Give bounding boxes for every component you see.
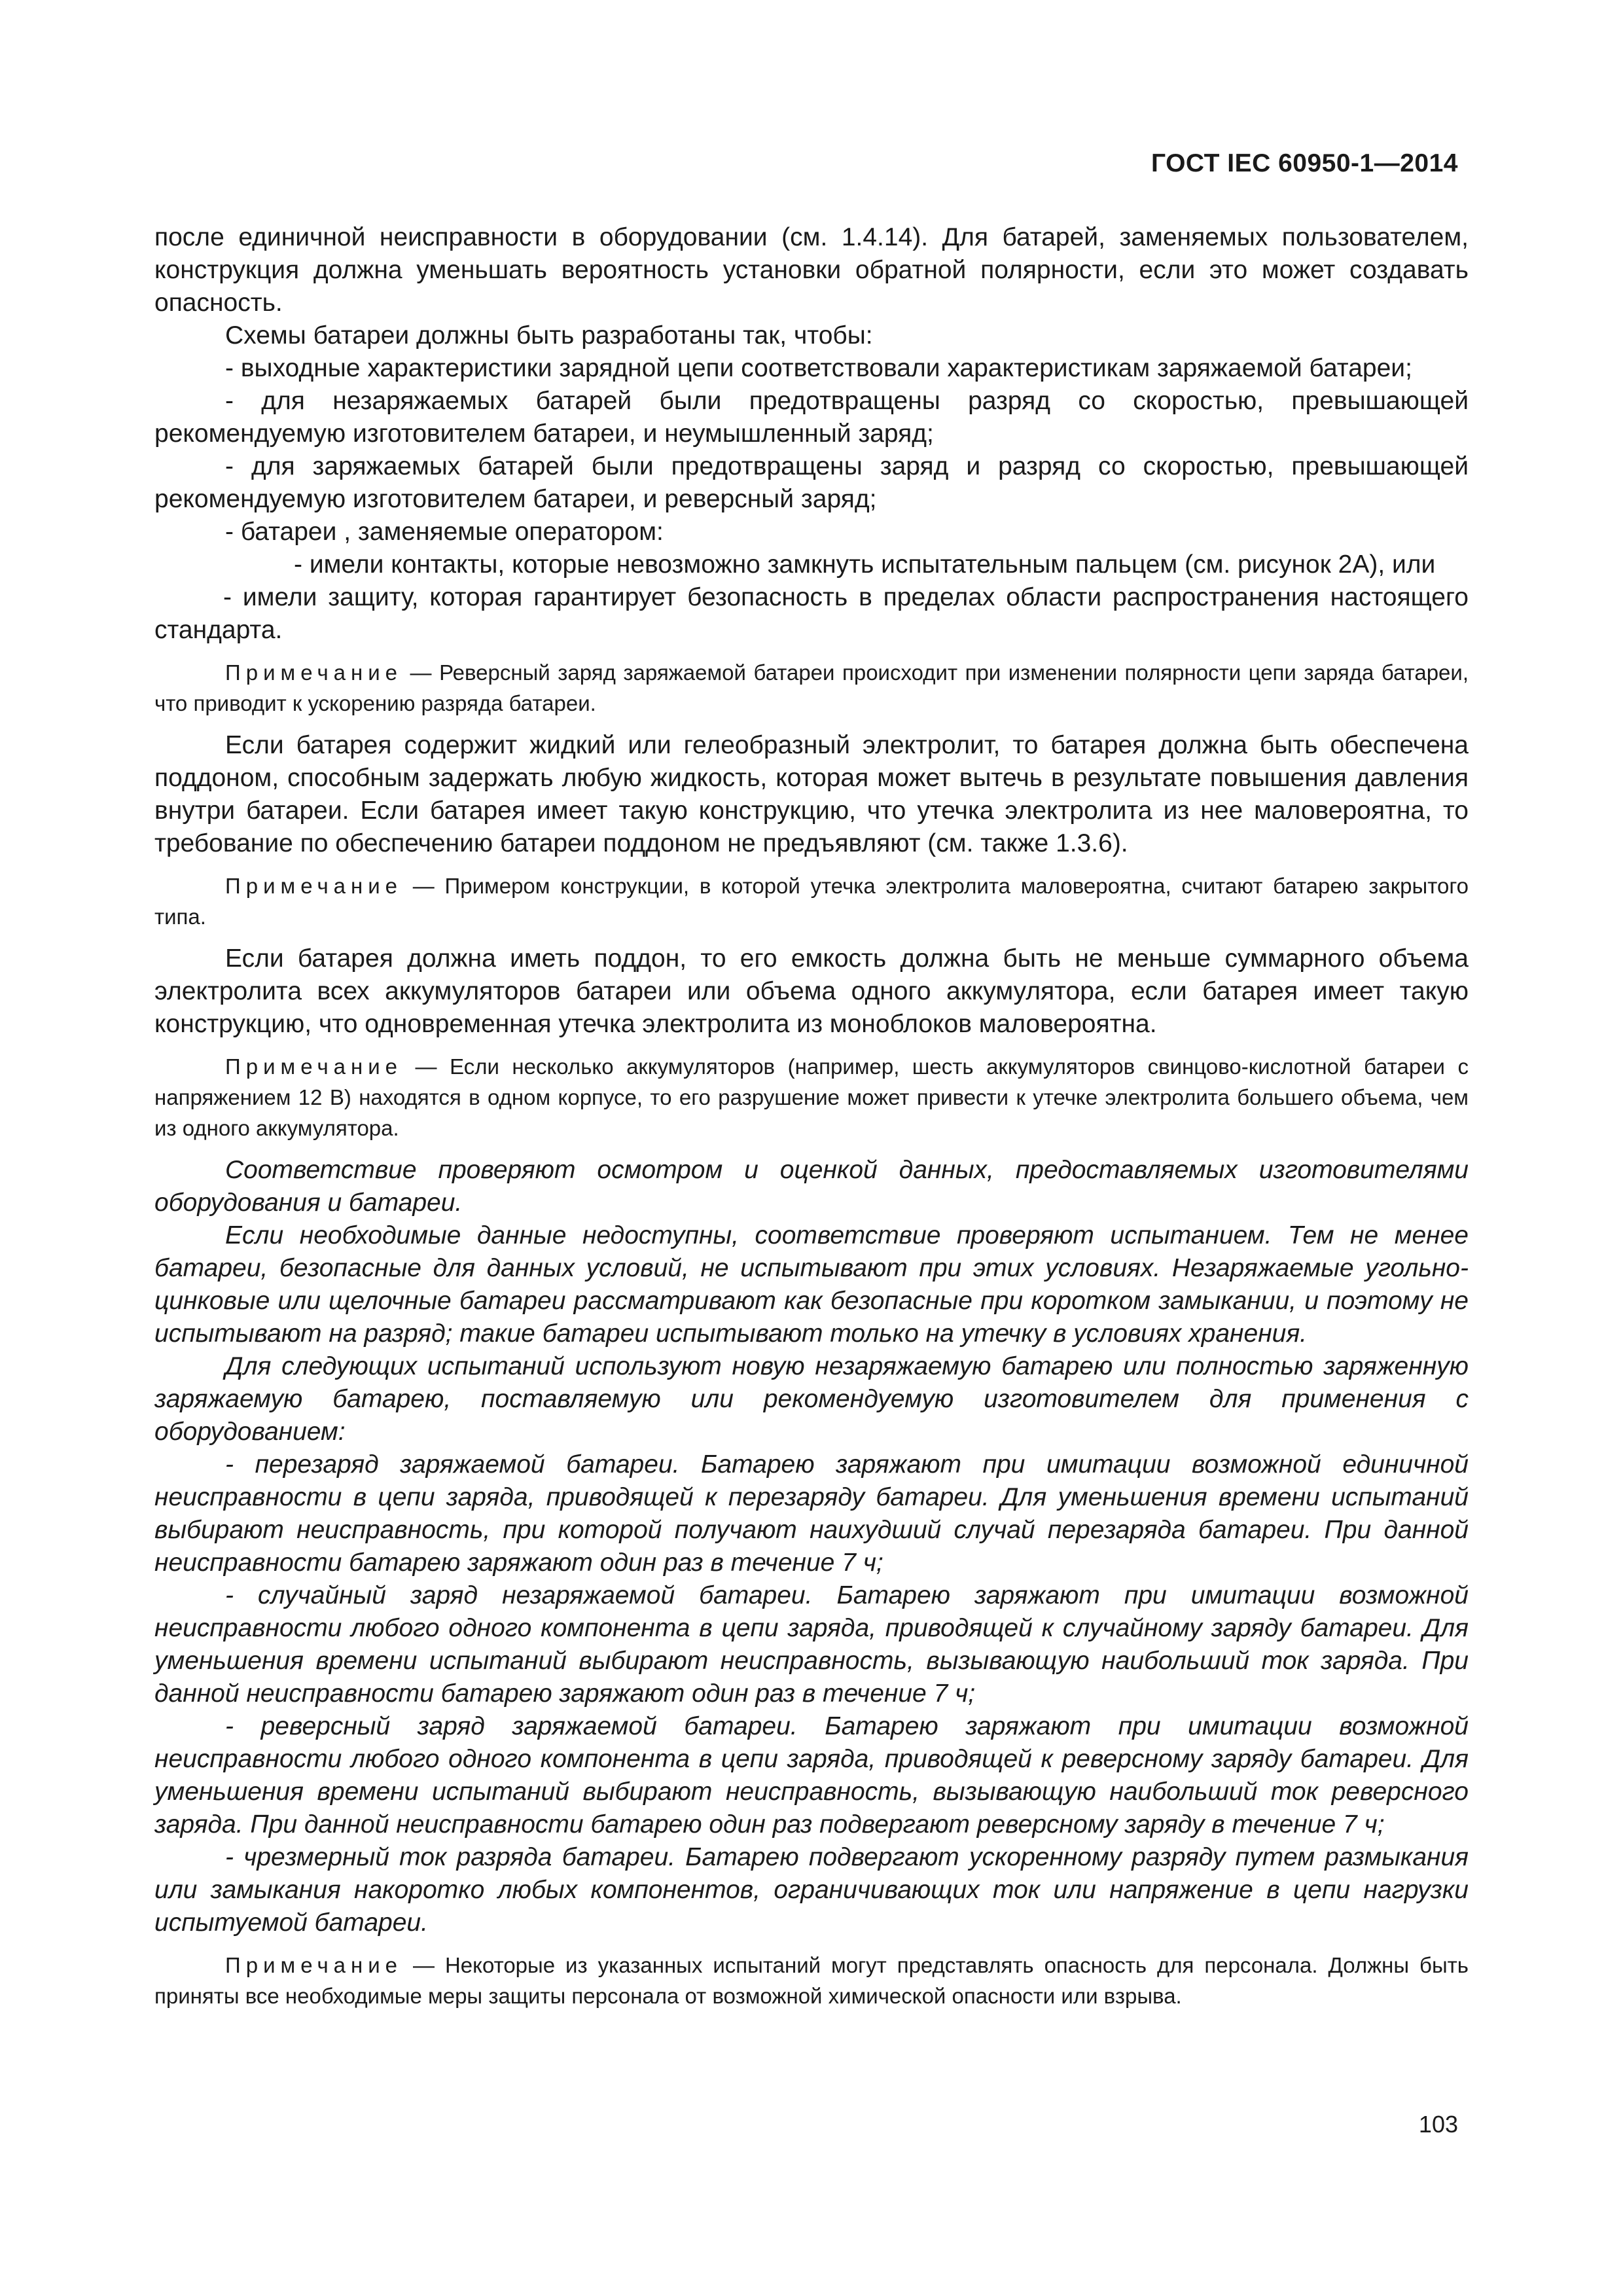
italic-paragraph: Для следующих испытаний используют новую незаряжаемую батарею или полностью заряженную заряжаемую батарею, поставляемую или рекомендуемую изготовителем для применения с оборудованием: (154, 1352, 1469, 1446)
note-text: — Некоторые из указанных испытаний могут представлять опасность для персонала. Должны быть приняты все необходимые меры защиты персонала от возможной химической опасности или взрыва. (154, 1953, 1469, 2008)
sub-list-item: - имели защиту, которая гарантирует безопасность в пределах области распространения настоящего стандарта. (154, 583, 1469, 644)
note-text: — Если несколько аккумуляторов (например, шесть аккумуляторов свинцово-кислотной батареи с напряжением 12 В) находятся в одном корпусе, то его разрушение может привести к утечке электролита большего объема, чем из одного аккумулятора. (154, 1054, 1469, 1140)
italic-list-item: - перезаряд заряжаемой батареи. Батарею заряжают при имитации возможной единичной неисправности в цепи заряда, приводящей к перезаряду батареи. Для уменьшения времени испытаний выбирают неисправность, при которой получают наихудший случай перезаряда батареи. При данной неисправности батарею заряжают один раз в течение 7 ч; (154, 1450, 1469, 1577)
note-text: — Примером конструкции, в которой утечка электролита маловероятна, считают батарею закрытого типа. (154, 874, 1469, 929)
paragraph: Если батарея должна иметь поддон, то его емкость должна быть не меньше суммарного объема электролита всех аккумуляторов батареи или объема одного аккумулятора, если батарея имеет такую конструкцию, что одновременная утечка электролита из моноблоков маловероятна. (154, 944, 1469, 1038)
paragraph: Если батарея содержит жидкий или гелеобразный электролит, то батарея должна быть обеспечена поддоном, способным задержать любую жидкость, которая может вытечь в результате повышения давления внутри батареи. Если батарея имеет такую конструкцию, что утечка электролита из нее маловероятна, то требование по обеспечению батареи поддоном не предъявляют (см. также 1.3.6). (154, 731, 1469, 857)
italic-list-item: - чрезмерный ток разряда батареи. Батарею подвергают ускоренному разряду путем размыкания или замыкания накоротко любых компонентов, ограничивающих ток или напряжение в цепи нагрузки испытуемой батареи. (154, 1843, 1469, 1937)
note (154, 657, 1469, 719)
note-label: Примечание (225, 660, 403, 685)
paragraph: после единичной неисправности в оборудовании (см. 1.4.14). Для батарей, заменяемых пользователем, конструкция должна уменьшать вероятность установки обратной полярности, если это может создавать опасность. (154, 223, 1469, 317)
note (154, 1051, 1469, 1143)
document-header: ГОСТ IEC 60950-1—2014 (1150, 149, 1458, 177)
italic-paragraph: Если необходимые данные недоступны, соответствие проверяют испытанием. Тем не менее батареи, безопасные для данных условий, не испытывают при этих условиях. Незаряжаемые угольно-цинковые или щелочные батареи рассматривают как безопасные при коротком замыкании, и поэтому не испытывают на разряд; такие батареи испытывают только на утечку в условиях хранения. (154, 1221, 1469, 1348)
note (154, 1950, 1469, 2011)
sub-list-item: - имели контакты, которые невозможно замкнуть испытательным пальцем (см. рисунок 2А), или (294, 550, 1436, 579)
list-item: - для незаряжаемых батарей были предотвращены разряд со скоростью, превышающей рекомендуемую изготовителем батареи, и неумышленный заряд; (154, 387, 1469, 448)
document-body (154, 221, 1469, 2022)
list-item: - батареи , заменяемые оператором: (225, 518, 664, 546)
note (154, 870, 1469, 932)
page-number: 103 (1418, 2111, 1458, 2138)
italic-list-item: - случайный заряд незаряжаемой батареи. Батарею заряжают при имитации возможной неисправности любого одного компонента в цепи заряда, приводящей к случайному заряду батареи. Для уменьшения времени испытаний выбирают неисправность, вызывающую наибольший ток заряда. При данной неисправности батарею заряжают один раз в течение 7 ч; (154, 1581, 1469, 1708)
italic-list-item: - реверсный заряд заряжаемой батареи. Батарею заряжают при имитации возможной неисправности любого одного компонента в цепи заряда, приводящей к реверсному заряду батареи. Для уменьшения времени испытаний выбирают неисправность, вызывающую наибольший ток реверсного заряда. При данной неисправности батарею один раз подвергают реверсному заряду в течение 7 ч; (154, 1712, 1469, 1839)
italic-paragraph: Соответствие проверяют осмотром и оценкой данных, предоставляемых изготовителями оборудования и батареи. (154, 1156, 1469, 1217)
note-label: Примечание (225, 874, 403, 898)
list-item: - для заряжаемых батарей были предотвращены заряд и разряд со скоростью, превышающей рекомендуемую изготовителем батареи, и реверсный заряд; (154, 452, 1469, 513)
list-item: - выходные характеристики зарядной цепи соответствовали характеристикам заряжаемой батареи; (225, 354, 1412, 382)
note-label: Примечание (225, 1054, 403, 1079)
note-label: Примечание (225, 1953, 403, 1977)
paragraph: Схемы батареи должны быть разработаны так, чтобы: (225, 321, 873, 350)
note-text: — Реверсный заряд заряжаемой батареи происходит при изменении полярности цепи заряда батареи, что приводит к ускорению разряда батареи. (154, 660, 1469, 715)
